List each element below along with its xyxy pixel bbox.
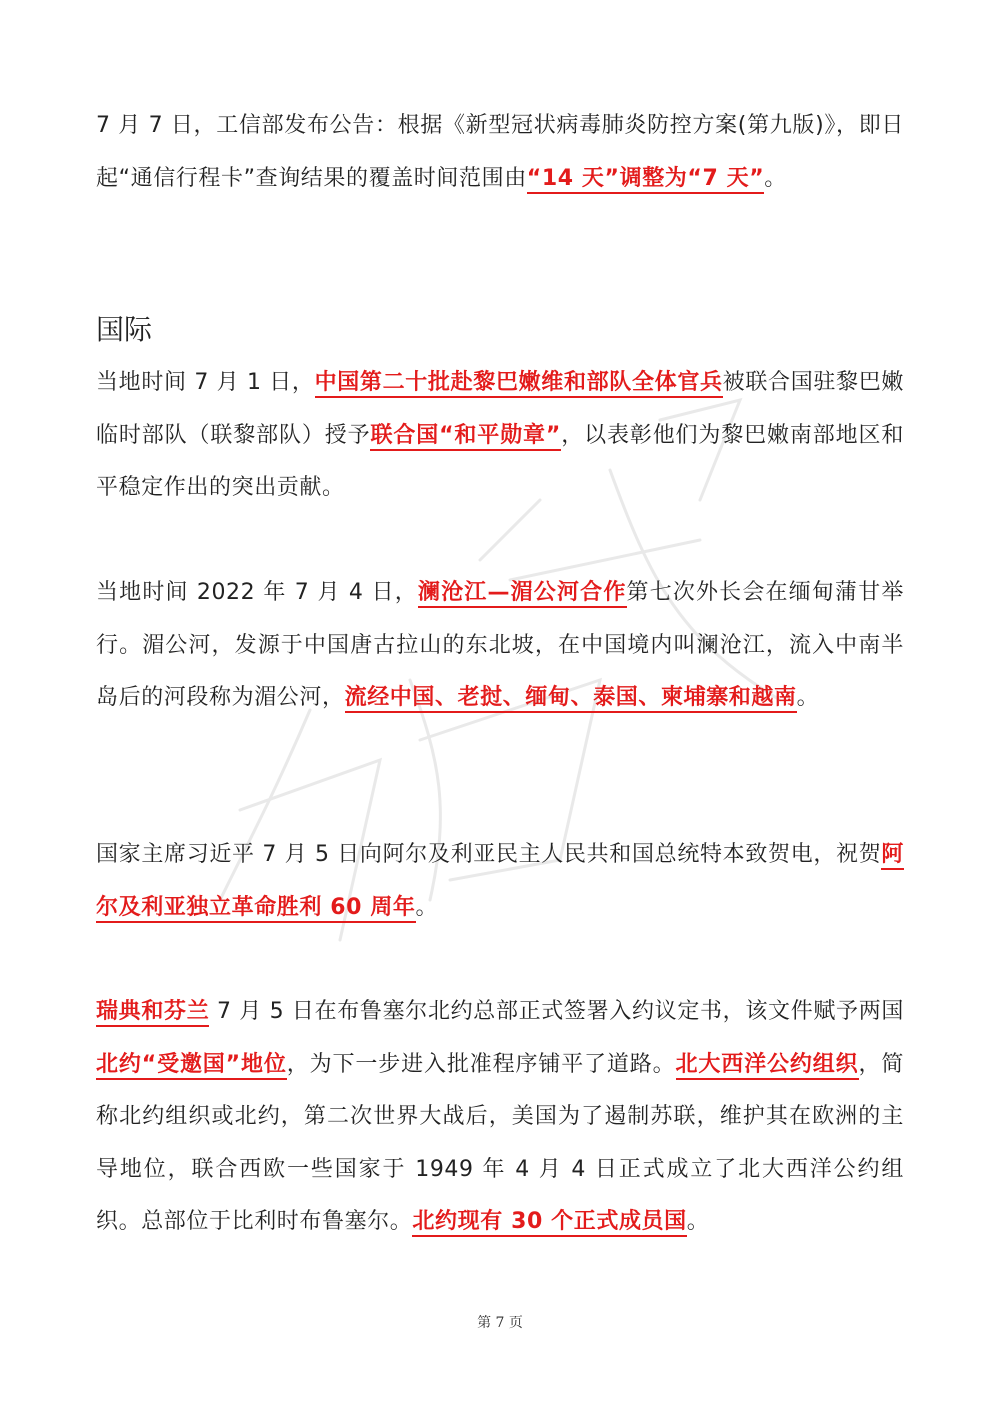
text-segment: 。	[764, 165, 787, 191]
text-segment: 第七次外长会在缅甸蒲甘举行。湄公河，发源于中国唐古拉山的东北坡，在中国境内叫澜沧江，流入中南半岛后的河段称为湄公河，	[96, 580, 904, 710]
highlighted-phrase: 北大西洋公约组织	[676, 1052, 859, 1080]
text-segment: 当地时间 2022 年 7 月 4 日，	[96, 580, 418, 605]
highlighted-phrase: 瑞典和芬兰	[96, 999, 209, 1027]
highlighted-phrase: 联合国“和平勋章”	[370, 423, 560, 451]
highlighted-phrase: 北约现有 30 个正式成员国	[412, 1209, 686, 1237]
paragraph-lancang-mekong	[96, 567, 904, 725]
highlighted-phrase: “14 天”调整为“7 天”	[527, 166, 764, 194]
text-segment: ，简称北约组织或北约，第二次世界大战后，美国为了遏制苏联，维护其在欧洲的主导地位，联合西欧一些国家于 1949 年 4 月 4 日正式成立了北大西洋公约组织。总部位于比利时布鲁塞尔。	[96, 1051, 904, 1234]
highlighted-phrase: 中国第二十批赴黎巴嫩维和部队全体官兵	[315, 370, 723, 398]
page-number: 第 7 页	[477, 1315, 523, 1331]
paragraph-nato-accession	[96, 986, 904, 1249]
text-segment: ，为下一步进入批准程序铺平了道路。	[286, 1051, 676, 1077]
section-heading-international: 国际	[96, 313, 153, 346]
highlighted-phrase: 澜沧江—湄公河合作	[418, 580, 627, 608]
paragraph-telecom-notice	[96, 100, 904, 205]
text-segment: 。	[415, 894, 439, 920]
highlighted-phrase: 阿尔及利亚独立革命胜利 60 周年	[96, 842, 904, 923]
text-segment: 国家主席习近平 7 月 5 日向阿尔及利亚民主人民共和国总统特本致贺电，祝贺	[96, 842, 882, 867]
highlighted-phrase: 流经中国、老挝、缅甸、泰国、柬埔寨和越南	[345, 685, 797, 713]
text-segment: 当地时间 7 月 1 日，	[96, 370, 315, 395]
highlighted-phrase: 北约“受邀国”地位	[96, 1052, 287, 1080]
text-segment: 7 月 7 日，工信部发布公告：根据《新型冠状病毒肺炎防控方案(第九版)》，即日起“通信行程卡”查询结果的覆盖时间范围由	[96, 113, 904, 191]
paragraph-unifil-medal	[96, 357, 904, 515]
text-segment: 。	[796, 685, 820, 710]
text-segment: 。	[686, 1209, 710, 1234]
text-segment: ，以表彰他们为黎巴嫩南部地区和平稳定作出的突出贡献。	[96, 422, 904, 500]
paragraph-algeria-congratulations	[96, 829, 904, 934]
text-segment: 7 月 5 日在布鲁塞尔北约总部正式签署入约议定书，该文件赋予两国	[209, 999, 904, 1024]
text-segment: 被联合国驻黎巴嫩临时部队（联黎部队）授予	[96, 370, 904, 448]
